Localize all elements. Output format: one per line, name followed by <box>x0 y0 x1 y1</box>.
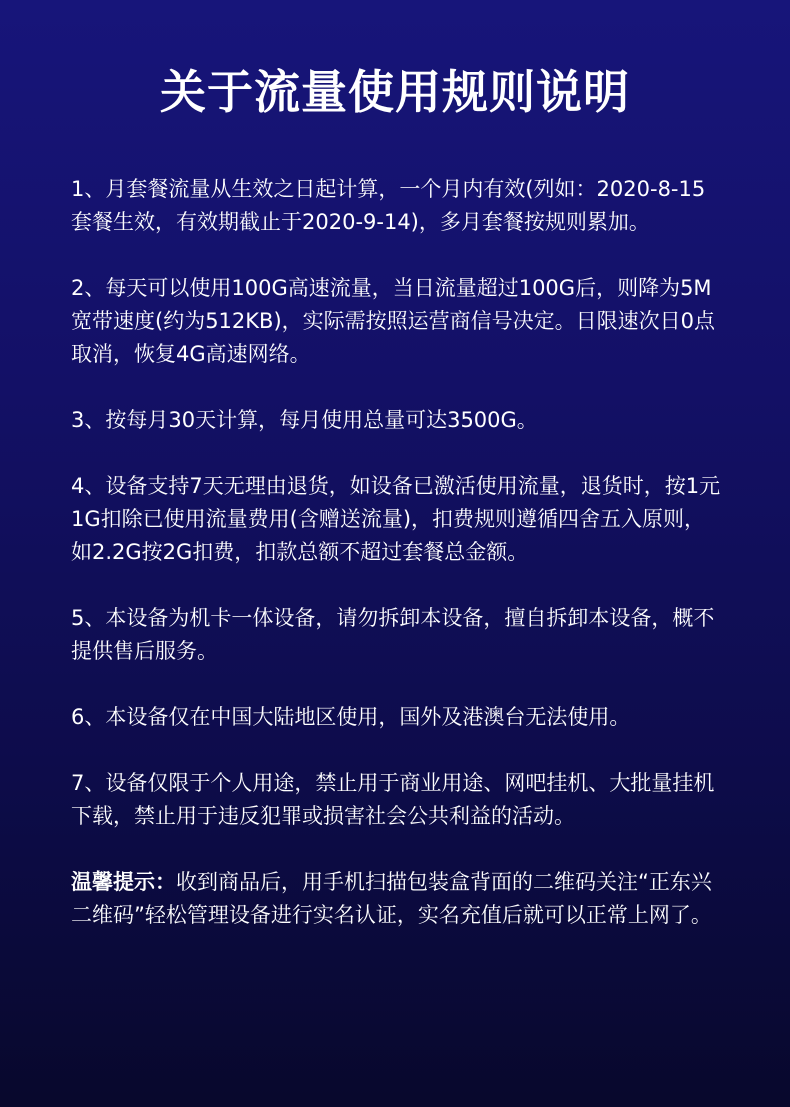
tip-paragraph <box>71 866 721 932</box>
rule-item-5: 5、本设备为机卡一体设备，请勿拆卸本设备，擅自拆卸本设备，概不提供售后服务。 <box>71 606 715 663</box>
rule-item-4: 4、设备支持7天无理由退货，如设备已激活使用流量，退货时，按1元1G扣除已使用流量费用(含赠送流量)，扣费规则遵循四舍五入原则，如2.2G按2G扣费，扣款总额不超过套餐总金额。 <box>71 474 721 564</box>
rule-item-7: 7、设备仅限于个人用途，禁止用于商业用途、网吧挂机、大批量挂机下载，禁止用于违反犯罪或损害社会公共利益的活动。 <box>71 771 715 828</box>
rule-item-1: 1、月套餐流量从生效之日起计算，一个月内有效(列如：2020-8-15套餐生效，有效期截止于2020-9-14)，多月套餐按规则累加。 <box>71 177 706 234</box>
rule-item-6: 6、本设备仅在中国大陆地区使用，国外及港澳台无法使用。 <box>71 705 631 729</box>
tip-label: 温馨提示： <box>71 870 176 894</box>
rule-item-2: 2、每天可以使用100G高速流量，当日流量超过100G后，则降为5M宽带速度(约为512KB)，实际需按照运营商信号决定。日限速次日0点取消，恢复4G高速网络。 <box>71 276 716 366</box>
rule-item-3: 3、按每月30天计算，每月使用总量可达3500G。 <box>71 408 538 432</box>
tip-text: 收到商品后，用手机扫描包装盒背面的二维码关注“正东兴二维码”轻松管理设备进行实名认证，实名充值后就可以正常上网了。 <box>71 870 712 927</box>
page-title: 关于流量使用规则说明 <box>160 65 630 119</box>
rules-list <box>71 173 721 932</box>
